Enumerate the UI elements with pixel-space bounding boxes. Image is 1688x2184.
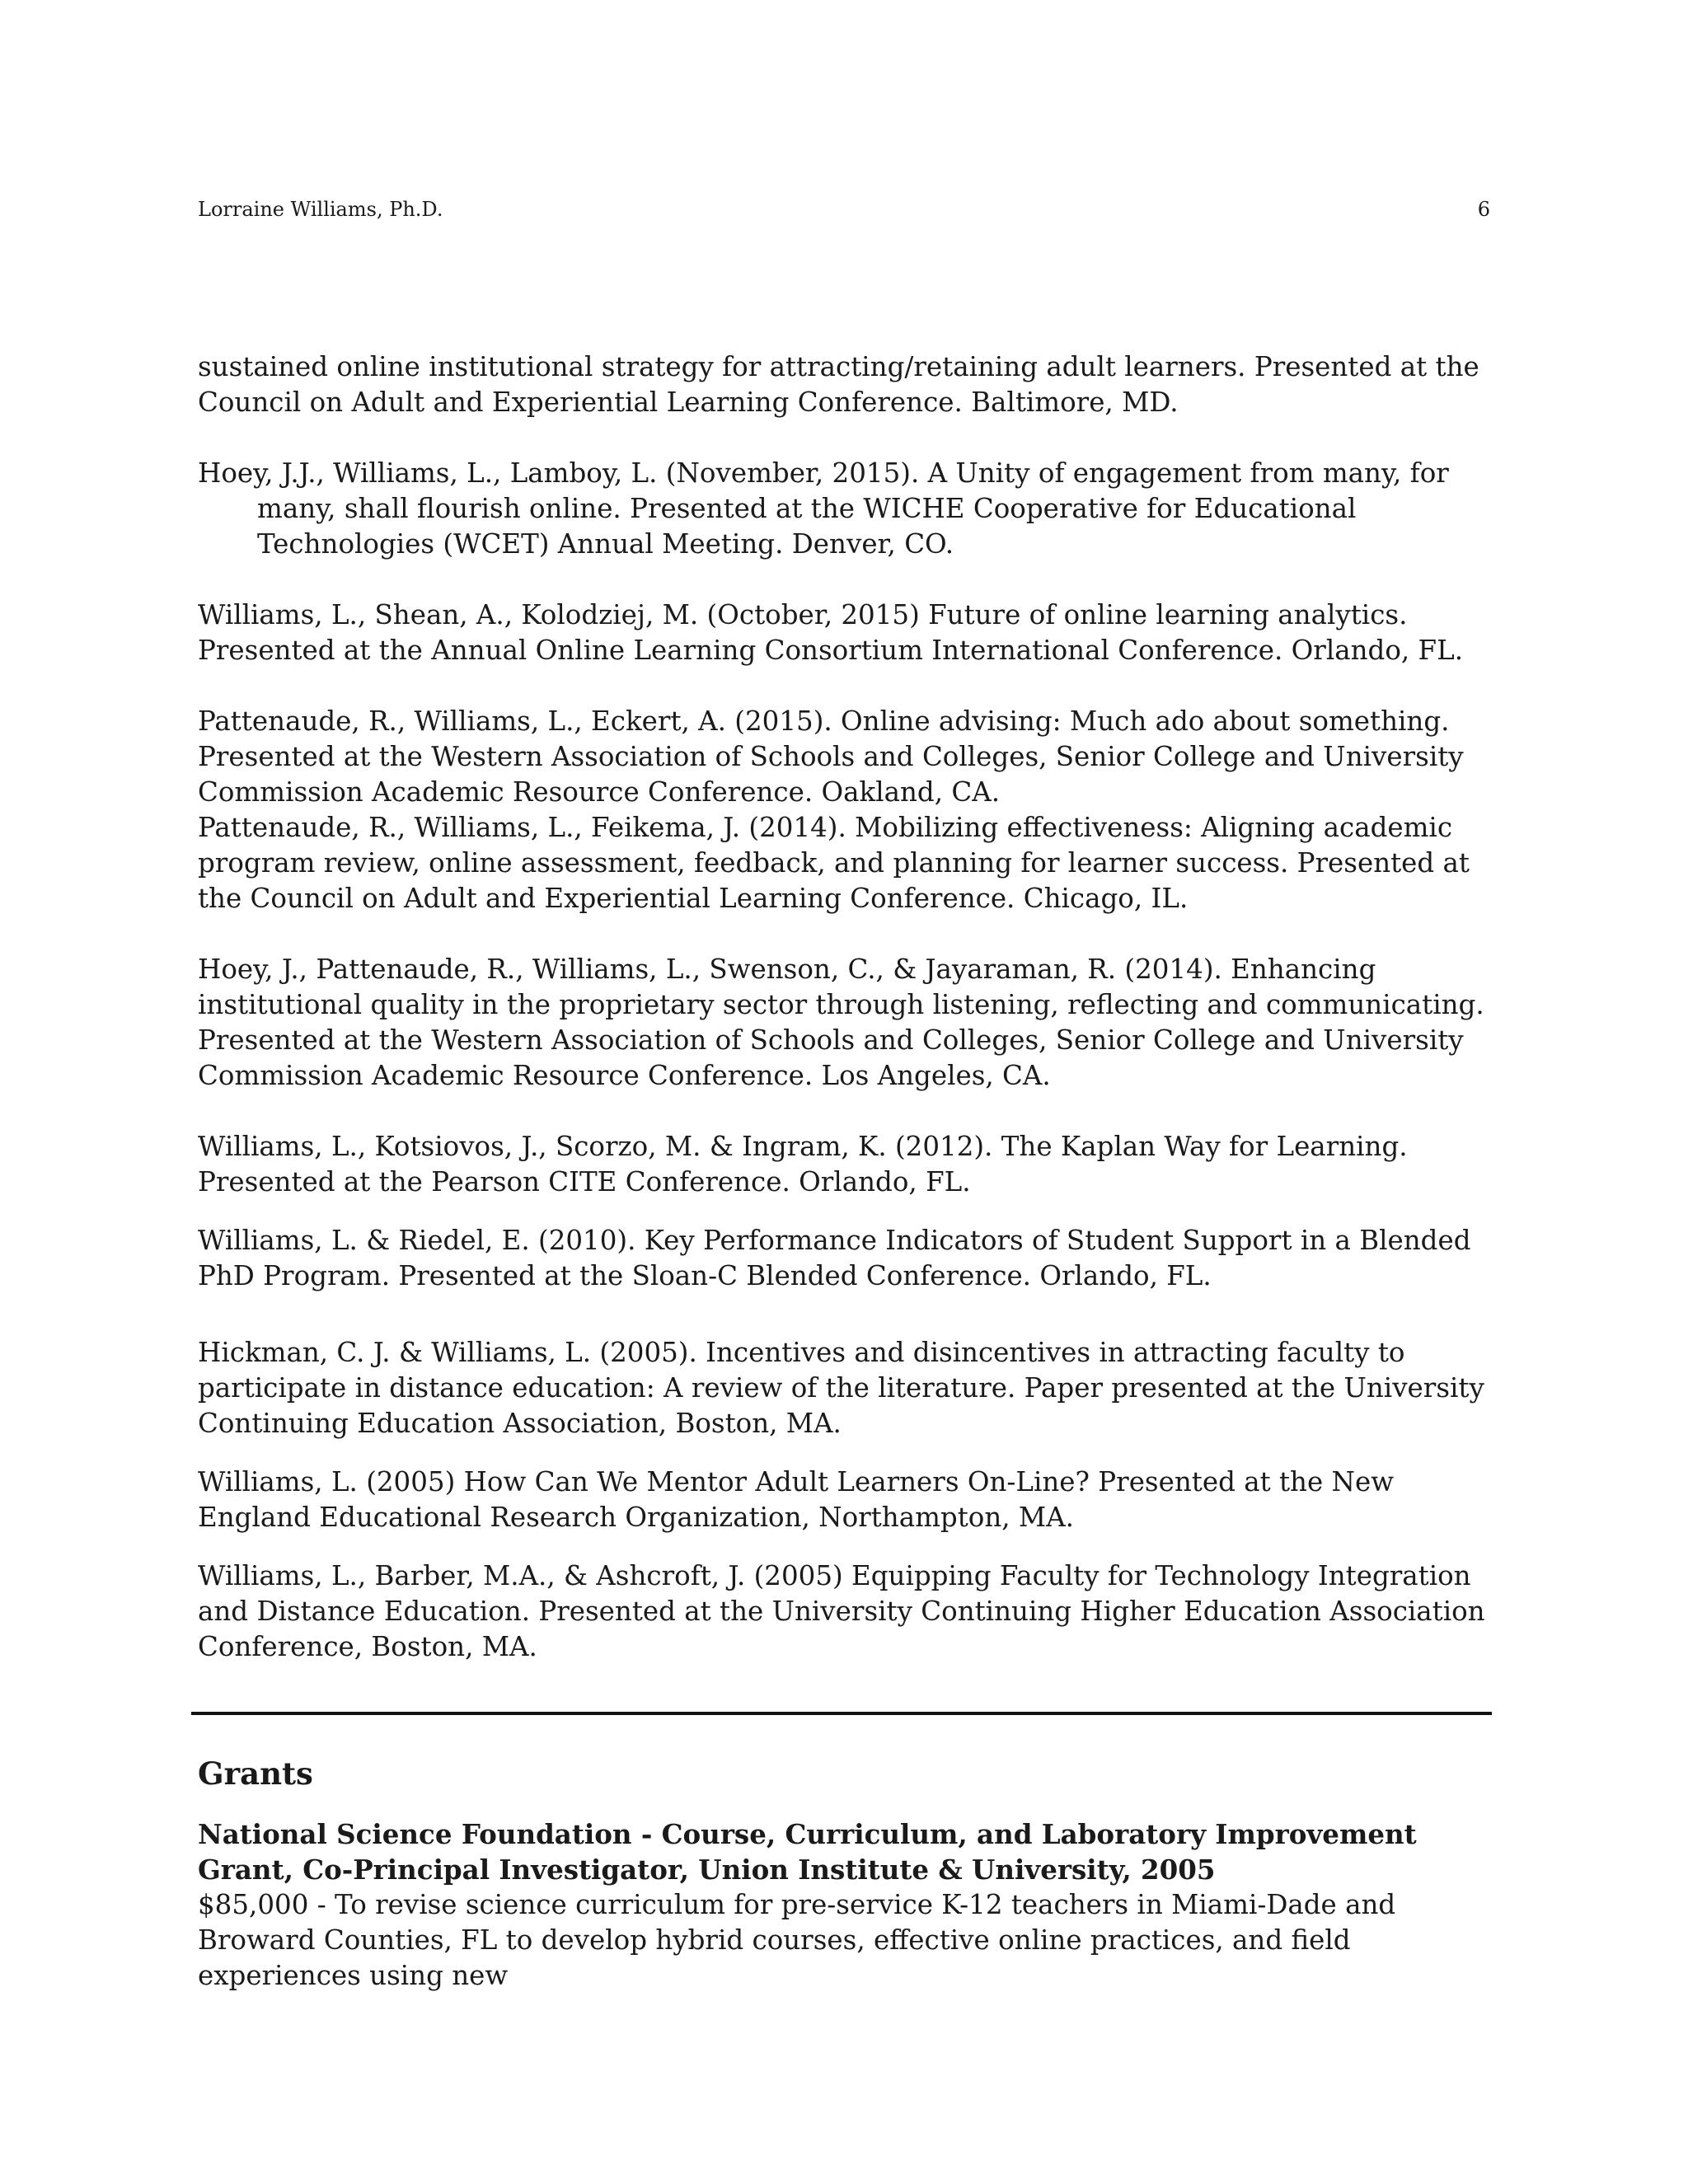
presentations-list [198,349,1500,1700]
presentation-entry: Williams, L. (2005) How Can We Mentor Adult Learners On-Line? Presented at the New England Educational Research Organization, Northampton, MA. [198,1466,1395,1533]
presentation-entry: Williams, L., Kotsiovos, J., Scorzo, M. & Ingram, K. (2012). The Kaplan Way for Learning. Presented at the Pearson CITE Conference. Orlando, FL. [198,1131,1408,1197]
section-divider [191,1712,1492,1715]
presentation-entry: Hoey, J., Pattenaude, R., Williams, L., Swenson, C., & Jayaraman, R. (2014). Enhancing institutional quality in the proprietary sector through listening, reflecting and communicating. Presented at the Western Association of Schools and Colleges, Senior College and University Commission Academic Resource Conference. Los Angeles, CA. [198,954,1484,1091]
page-header [198,198,1490,223]
header-page-number: 6 [1477,198,1490,221]
presentation-entry: sustained online institutional strategy for attracting/retaining adult learners. Presented at the Council on Adult and Experiential Learning Conference. Baltimore, MD. [198,351,1479,418]
presentation-entry: Williams, L., Shean, A., Kolodziej, M. (October, 2015) Future of online learning analytics. Presented at the Annual Online Learning Consortium International Conference. Orlando, FL. [198,599,1464,666]
grant-title: National Science Foundation - Course, Curriculum, and Laboratory Improvement Grant, Co-Principal Investigator, Union Institute & University, 2005 [198,1818,1417,1886]
grants-section [198,1754,1500,1994]
presentation-entry: Hickman, C. J. & Williams, L. (2005). Incentives and disincentives in attracting faculty to participate in distance education: A review of the literature. Paper presented at the University Continuing Education Association, Boston, MA. [198,1337,1484,1439]
grant-item [198,1816,1500,1994]
grant-description: $85,000 - To revise science curriculum for pre-service K-12 teachers in Miami-Dade and Broward Counties, FL to develop hybrid courses, effective online practices, and field experiences using new [198,1889,1396,1991]
presentation-entry: Pattenaude, R., Williams, L., Feikema, J. (2014). Mobilizing effectiveness: Aligning academic program review, online assessment, feedback, and planning for learner success. Presented at the Council on Adult and Experiential Learning Conference. Chicago, IL. [198,812,1470,914]
presentation-entry: Williams, L. & Riedel, E. (2010). Key Performance Indicators of Student Support in a Blended PhD Program. Presented at the Sloan-C Blended Conference. Orlando, FL. [198,1225,1471,1291]
presentation-entry: Hoey, J.J., Williams, L., Lamboy, L. (November, 2015). A Unity of engagement from many, for many, shall flourish online. Presented at the WICHE Cooperative for Educational Technologies (WCET) Annual Meeting. Denver, CO. [198,457,1449,560]
presentation-entry: Pattenaude, R., Williams, L., Eckert, A. (2015). Online advising: Much ado about something. Presented at the Western Association of Schools and Colleges, Senior College and University Commission Academic Resource Conference. Oakland, CA. [198,705,1464,808]
header-author-name: Lorraine Williams, Ph.D. [198,198,443,221]
presentation-entry: Williams, L., Barber, M.A., & Ashcroft, J. (2005) Equipping Faculty for Technology Integration and Distance Education. Presented at the University Continuing Higher Education Association Conference, Boston, MA. [198,1560,1485,1662]
grants-heading: Grants [198,1755,313,1792]
